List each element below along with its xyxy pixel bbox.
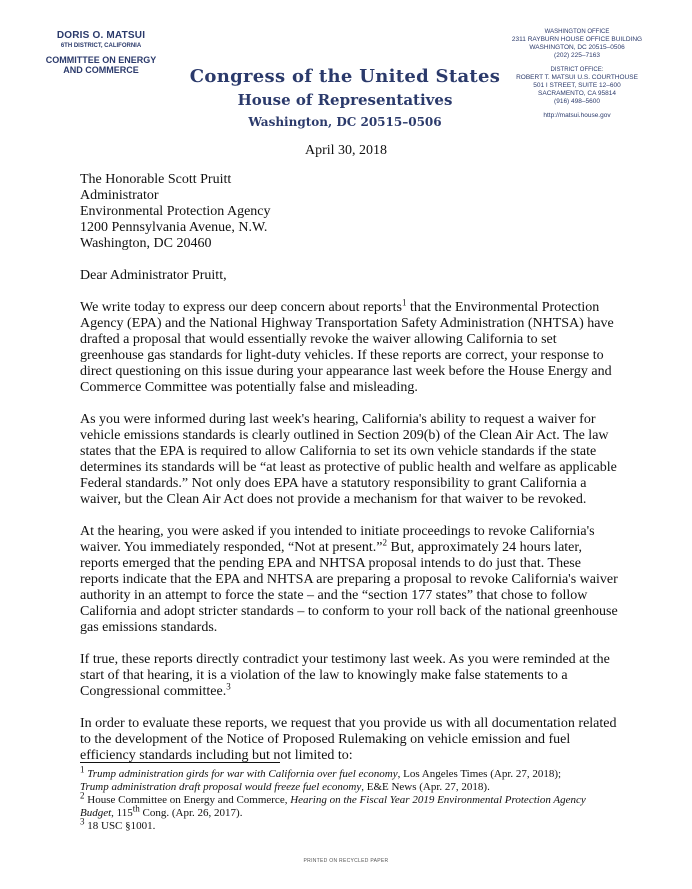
district-office-heading: DISTRICT OFFICE: xyxy=(550,67,604,73)
footnote-3: $^3$ 18 USC §1001. xyxy=(80,816,156,832)
paragraph-1: We write today to express our deep concern about reports$^1$ that the Environmental Protection Agency (EPA) and the National Highway Transportation Safety Administration (NHTSA) have drafted a proposal that would essentially revoke the waiver allowing California to set greenhouse gas standards for light-duty vehicles. If these reports are correct, your response to direct questioning on this issue during your appearance last week before the House Energy and Commerce Committee was potentially false and misleading. xyxy=(80,297,614,395)
washington-office-line: 2311 RAYBURN HOUSE OFFICE BUILDING xyxy=(511,36,643,43)
congress-title: Congress of the United States xyxy=(189,66,501,87)
member-committee xyxy=(26,55,176,75)
footnote-ref-3: 3 xyxy=(226,681,231,692)
footnote-divider xyxy=(80,762,280,763)
house-title: House of Representatives xyxy=(237,91,453,109)
letterhead-member-block xyxy=(26,30,176,75)
district-office-line: ROBERT T. MATSUI U.S. COURTHOUSE xyxy=(516,74,638,81)
printed-on-recycled-paper: PRINTED ON RECYCLED PAPER xyxy=(303,858,389,864)
washington-office-line: (202) 225–7163 xyxy=(554,52,600,59)
recipient-line: Washington, DC 20460 xyxy=(80,236,212,251)
member-name: DORIS O. MATSUI xyxy=(56,30,146,41)
footnote-ref-1: 1 xyxy=(401,297,407,308)
washington-office-line: WASHINGTON, DC 20515–0506 xyxy=(529,44,625,51)
footnote-ref-2: 2 xyxy=(382,537,387,548)
district-office-line: 501 I STREET, SUITE 12–600 xyxy=(533,82,621,89)
committee-line-1: COMMITTEE ON ENERGY xyxy=(45,55,157,65)
recipient-line: Environmental Protection Agency xyxy=(80,204,271,219)
footnote-2: $^2$ House Committee on Energy and Commerce, Hearing on the Fiscal Year 2019 Environmental Protection Agency Budget, 115th Cong. (Apr. 26, 2017). xyxy=(80,790,586,819)
paragraph-5: In order to evaluate these reports, we request that you provide us with all documentation related to the development of the Notice of Proposed Rulemaking on vehicle emission and fuel efficiency standards including but not limited to: xyxy=(80,716,617,763)
city-line: Washington, DC 20515–0506 xyxy=(248,115,442,129)
committee-line-2: AND COMMERCE xyxy=(63,65,139,75)
district-office-line: (916) 498–5600 xyxy=(554,98,600,105)
letter-body xyxy=(80,172,620,764)
district-office-line: SACRAMENTO, CA 95814 xyxy=(538,90,616,97)
recipient-address xyxy=(80,172,620,252)
letter-date: April 30, 2018 xyxy=(304,143,388,158)
website-link[interactable]: http://matsui.house.gov xyxy=(543,112,611,119)
paragraph-2: As you were informed during last week's hearing, California's ability to request a waiver for vehicle emissions standards is clearly outlined in Section 209(b) of the Clean Air Act. The law states that the EPA is required to allow California to set its own vehicle standards if the state determines its standards will be “at least as protective of public health and welfare as applicable Federal standards.” Not only does EPA have a statutory responsibility to grant California a waiver, but the Clean Air Act does not provide a mechanism for that waiver to be revoked. xyxy=(80,412,617,507)
letterhead-offices xyxy=(492,28,662,120)
salutation: Dear Administrator Pruitt, xyxy=(80,268,227,283)
footnotes xyxy=(80,764,620,833)
paragraph-4: If true, these reports directly contradict your testimony last week. As you were reminded at the start of that hearing, it is a violation of the law to knowingly make false statements to a Congressional committee.$^3$ xyxy=(80,652,610,699)
member-district: 6TH DISTRICT, CALIFORNIA xyxy=(60,43,142,49)
recipient-line: The Honorable Scott Pruitt xyxy=(80,172,232,187)
recipient-line: Administrator xyxy=(80,188,159,203)
recipient-line: 1200 Pennsylvania Avenue, N.W. xyxy=(80,220,268,235)
footnote-1: $^1$ Trump administration girds for war with California over fuel economy, Los Angeles Times (Apr. 27, 2018); Trump administration draft proposal would freeze fuel economy, E&E News (Apr. 27, 2018). xyxy=(80,764,562,793)
letterhead-title xyxy=(170,66,520,129)
paragraph-3: At the hearing, you were asked if you intended to initiate proceedings to revoke California's waiver. You immediately responded, “Not at present.”$^2$ But, approximately 24 hours later, reports emerged that the pending EPA and NHTSA proposal intends to do just that. These reports indicate that the EPA and NHTSA are preparing a proposal to revoke California's waiver authority in an attempt to force the state – and the “section 177 states” that chose to follow California and adopt stricter standards – to conform to your roll back of the national greenhouse gas emissions standards. xyxy=(80,524,618,635)
washington-office-heading: WASHINGTON OFFICE xyxy=(544,29,610,35)
